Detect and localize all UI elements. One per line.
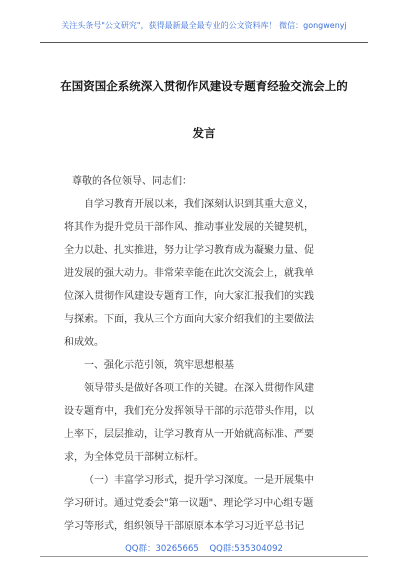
document-title: 在国资国企系统深入贯彻作风建设专题育经验交流会上的 (60, 79, 348, 93)
paragraph-line: 位深入贯彻作风建设专题育工作，向大家汇报我们的实践 (64, 291, 314, 302)
section-heading: 一、强化示范引领，筑牢思想根基 (84, 360, 234, 371)
paragraph-line: 和成效。 (64, 337, 104, 348)
paragraph-line: 学习等形式，组织领导干部原原本本学习习近平总书记 (64, 521, 304, 532)
header-note: 关注头条号"公文研究"，获得最新最全最专业的公文资料库！ 微信：gongwenyj (61, 21, 347, 30)
header-divider (40, 42, 368, 43)
document-title-continued: 发言 (192, 126, 216, 140)
paragraph-line: 自学习教育开展以来，我们深刻认识到其重大意义， (84, 199, 314, 210)
paragraph-line: 学习研讨。通过党委会"第一议题"、理论学习中心组专题 (64, 498, 314, 509)
footer-contacts (0, 542, 408, 554)
paragraph-line: 与探索。下面，我从三个方面向大家介绍我们的主要做法 (64, 314, 314, 325)
paragraph-line: 上率下，层层推动，让学习教育从一开始就高标准、严要 (64, 429, 314, 440)
paragraph-line: 求，为全体党员干部树立标杆。 (64, 452, 204, 463)
paragraph-line: 领导带头是做好各项工作的关键。在深入贯彻作风建 (84, 383, 314, 394)
paragraph-line: 将其作为提升党员干部作风、推动事业发展的关键契机， (64, 222, 314, 233)
paragraph-line: 设专题育中，我们充分发挥领导干部的示范带头作用，以 (64, 406, 314, 417)
footer-qq-group-1: QQ群：30265665 (125, 544, 199, 554)
subsection-heading: （一）丰富学习形式，提升学习深度。一是开展集中 (84, 475, 314, 486)
paragraph-line: 全力以赴、扎实推进，努力让学习教育成为凝聚力量、促 (64, 245, 314, 256)
footer-divider (40, 556, 368, 557)
salutation: 尊敬的各位领导、同志们： (72, 176, 192, 187)
footer-qq-group-2: QQ群:535304092 (209, 544, 283, 554)
paragraph-line: 进发展的强大动力。非常荣幸能在此次交流会上，就我单 (64, 268, 314, 279)
